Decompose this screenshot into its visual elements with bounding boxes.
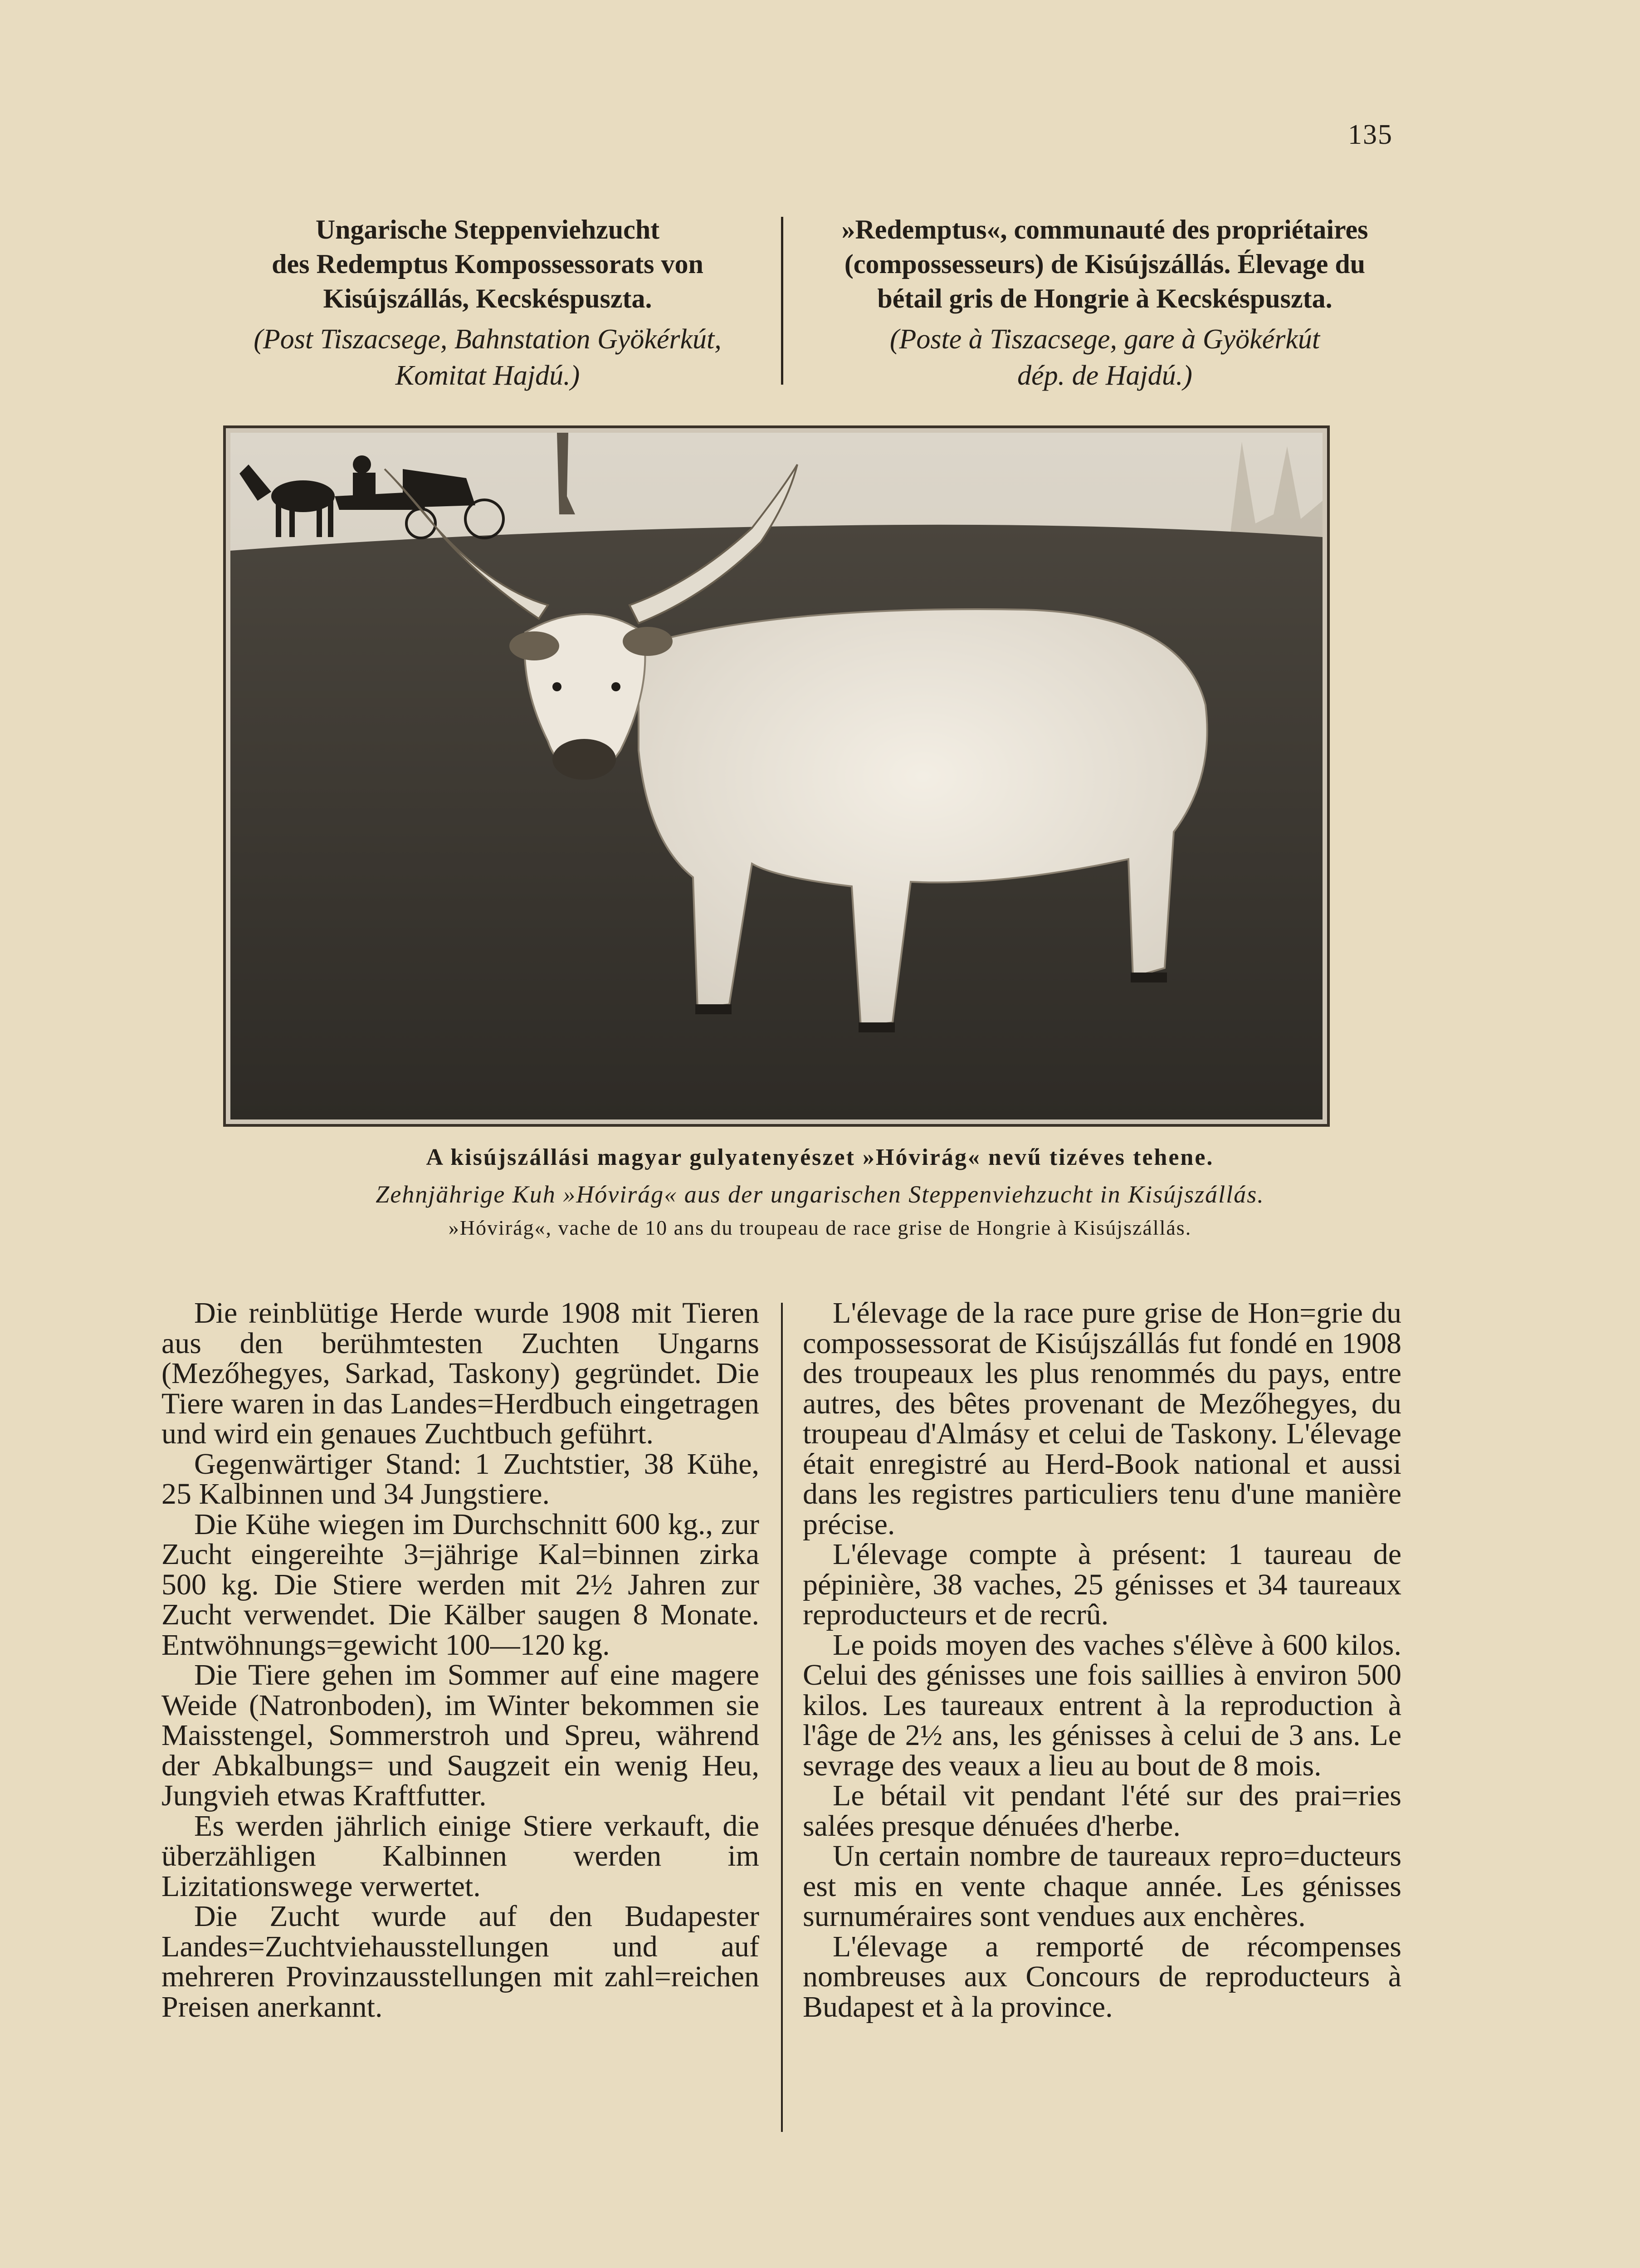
caption-french: »Hóvirág«, vache de 10 ans du troupeau de race grise de Hongrie à Kisújszállás. bbox=[448, 1216, 1192, 1239]
body-german-column bbox=[161, 1298, 759, 2022]
header-german-line3: Kisújszállás, Kecskéspuszta. bbox=[323, 284, 652, 313]
header-french-post-line2: dép. de Hajdú.) bbox=[1017, 360, 1192, 391]
page-number: 135 bbox=[1348, 119, 1393, 150]
header-french-line2: (compossesseurs) de Kisújszállás. Élevage du bbox=[844, 249, 1366, 279]
header-german-post bbox=[200, 321, 776, 394]
header-german bbox=[200, 212, 776, 394]
header-german-post-line1: (Post Tiszacsege, Bahnstation Gyökérkút, bbox=[254, 324, 722, 355]
header-divider bbox=[781, 217, 783, 385]
french-paragraph: L'élevage a remporté de récompenses nombreuses aux Concours de reproducteurs à Budapest et à la province. bbox=[803, 1930, 1401, 2024]
german-paragraph: Die Tiere gehen im Sommer auf eine magere Weide (Natronboden), im Winter bekommen sie Maisstengel, Sommerstroh und Spreu, während der Abkalbungs= und Saugzeit ein wenig Heu, Jungvieh etwas Kraftfutter. bbox=[161, 1658, 759, 1812]
cow-photograph bbox=[223, 425, 1330, 1127]
header-french bbox=[805, 212, 1404, 394]
german-paragraph: Gegenwärtiger Stand: 1 Zuchtstier, 38 Kühe, 25 Kalbinnen und 34 Jungstiere. bbox=[161, 1447, 759, 1510]
french-paragraph: Le poids moyen des vaches s'élève à 600 kilos. Celui des génisses une fois saillies à environ 500 kilos. Les taureaux entrent à la reproduction à l'âge de 2½ ans, les génisses à celui de 3 ans. Le sevrage des veaux a lieu au bout de 8 mois. bbox=[803, 1628, 1401, 1782]
french-paragraph: Le bétail vit pendant l'été sur des prai=ries salées presque dénuées d'herbe. bbox=[803, 1779, 1401, 1843]
german-paragraph: Es werden jährlich einige Stiere verkauft, die überzähligen Kalbinnen werden im Lizitationswege verwertet. bbox=[161, 1809, 759, 1903]
french-paragraph: Un certain nombre de taureaux repro=ducteurs est mis en vente chaque année. Les génisses surnuméraires sont vendues aux enchères. bbox=[803, 1839, 1401, 1933]
cow-photo-illustration bbox=[230, 433, 1323, 1119]
header-french-post-line1: (Poste à Tiszacsege, gare à Gyökérkút bbox=[889, 324, 1320, 355]
header-german-line2: des Redemptus Kompossessorats von bbox=[272, 249, 703, 279]
header-german-line1: Ungarische Steppenviehzucht bbox=[315, 215, 660, 244]
header-french-line1: »Redemptus«, communauté des propriétaires bbox=[841, 215, 1368, 244]
german-paragraph: Die Zucht wurde auf den Budapester Landes=Zuchtviehausstellungen und auf mehreren Provinzausstellungen mit zahl=reichen Preisen anerkannt. bbox=[161, 1900, 759, 2024]
french-paragraph: L'élevage de la race pure grise de Hon=grie du compossessorat de Kisújszállás fut fondé en 1908 des troupeaux les plus renommés du pays, entre autres, des bêtes provenant de Mezőhegyes, du troupeau d'Almásy et celui de Taskony. L'élevage était enregistré au Herd-Book national et aussi dans les registres particuliers tenu d'une manière précise. bbox=[803, 1296, 1401, 1541]
french-paragraph: L'élevage compte à présent: 1 taureau de pépinière, 38 vaches, 25 génisses et 34 taureaux reproducteurs et de recrû. bbox=[803, 1538, 1401, 1631]
column-divider bbox=[781, 1303, 783, 2132]
caption-german: Zehnjährige Kuh »Hóvirág« aus der ungarischen Steppenviehzucht in Kisújszállás. bbox=[376, 1181, 1264, 1208]
header-german-post-line2: Komitat Hajdú.) bbox=[395, 360, 580, 391]
caption-hungarian: A kisújszállási magyar gulyatenyészet »Hóvirág« nevű tizéves tehene. bbox=[426, 1144, 1214, 1170]
header-french-line3: bétail gris de Hongrie à Kecskéspuszta. bbox=[877, 284, 1332, 313]
german-paragraph: Die reinblütige Herde wurde 1908 mit Tieren aus den berühmtesten Zuchten Ungarns (Mezőhegyes, Sarkad, Taskony) gegründet. Die Tiere waren in das Landes=Herdbuch eingetragen und wird ein genaues Zuchtbuch geführt. bbox=[161, 1296, 759, 1450]
body-french-column bbox=[803, 1298, 1401, 2022]
header-french-post bbox=[805, 321, 1404, 394]
german-paragraph: Die Kühe wiegen im Durchschnitt 600 kg., zur Zucht eingereihte 3=jährige Kal=binnen zirka 500 kg. Die Stiere werden mit 2½ Jahren zur Zucht verwendet. Die Kälber saugen 8 Monate. Entwöhnungs=gewicht 100—120 kg. bbox=[161, 1507, 759, 1662]
